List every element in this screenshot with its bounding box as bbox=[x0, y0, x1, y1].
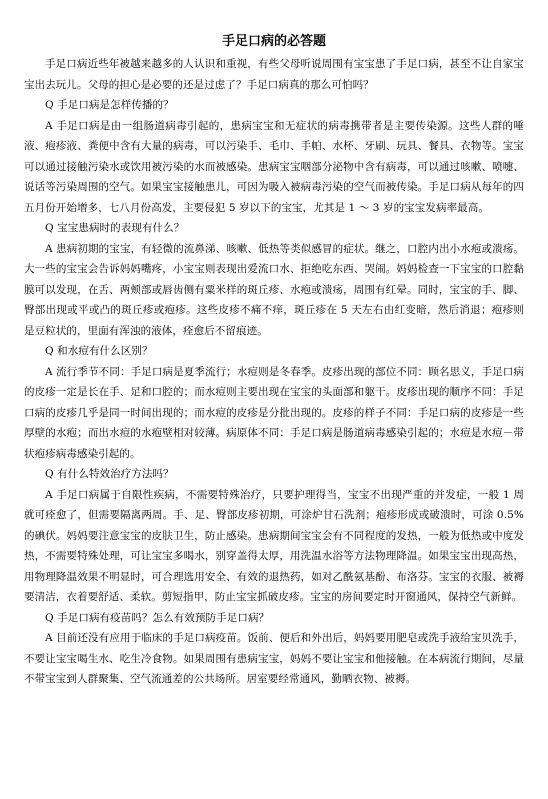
question-vaccine-prevention: Q 手足口病有疫苗吗？怎么有效预防手足口病？ bbox=[45, 611, 270, 624]
question-symptoms: Q 宝宝患病时的表现有什么？ bbox=[45, 222, 185, 234]
answer-chickenpox-difference: A 流行季节不同：手足口病是夏季流行；水痘则是冬春季。皮疹出现的部位不同：顾名思义，手足口病的皮疹一定是长在手、足和口腔的；而水痘则主要出现在宝宝的头面部和躯干。皮疹出现的顺序不同：手足口病的皮疹几乎是同一时间出现的；而水痘的皮疹是分批出现的。皮疹的样子不同：手足口病的皮疹是一些厚壁的水疱；而出水痘的水疱壁相对较薄。病原体不同：手足口病是肠道病毒感染引起的；水痘是水痘－带状疱疹病毒感染引起的。 bbox=[24, 365, 524, 460]
answer-symptoms: A 患病初期的宝宝，有轻微的流鼻涕、咳嗽、低热等类似感冒的症状。继之，口腔内出小水疱或溃疡。大一些的宝宝会告诉妈妈嘴疼，小宝宝则表现出爱流口水、拒绝吃东西、哭闹。妈妈检查一下宝宝的口腔黏膜可以发现，在舌、两颊部或唇齿侧有粟米样的斑丘疹、水疱或溃疡，周围有红晕。同时，宝宝的手、脚、臀部出现或平或凸的斑丘疹或疱疹。这些皮疹不痛不痒，斑丘疹在 5 天左右由红变暗，然后消退；疱疹则是豆粒状的，里面有浑浊的液体，痊愈后不留痕迹。 bbox=[24, 242, 524, 337]
answer-treatment: A 手足口病属于自限性疾病，不需要特殊治疗，只要护理得当，宝宝不出现严重的并发症，一般 1 周就可痊愈了，但需要隔离两周。手、足、臀部皮疹初期，可涂炉甘石洗剂；疱疹形成或破溃时，可涂 0.5% 的碘伏。妈妈要注意宝宝的皮肤卫生，防止感染。患病期间宝宝会有不同程度的发热，一般为低热或中度发热，不需要特殊处理，可让宝宝多喝水，别穿盖得太厚，用洗温水浴等方法物理降温。如果宝宝出现高热，用物理降温效果不明显时，可合理选用安全、有效的退热药，如对乙酰氨基酚、布洛芬。宝宝的衣服、被褥要清洁，衣着要舒适、柔软。剪短指甲，防止宝宝抓破皮疹。宝宝的房间要定时开窗通风，保持空气新鲜。 bbox=[24, 488, 524, 603]
question-chickenpox-difference: Q 和水痘有什么区别？ bbox=[45, 345, 153, 357]
question-treatment: Q 有什么特效治疗方法吗？ bbox=[45, 468, 174, 480]
intro-paragraph: 手足口病近些年被越来越多的人认识和重视，有些父母听说周围有宝宝患了手足口病，甚至不让自家宝宝出去玩儿。父母的担心是必要的还是过虑了？手足口病真的那么可怕吗？ bbox=[24, 58, 524, 91]
document-title: 手足口病的必答题 bbox=[221, 34, 326, 49]
answer-vaccine-prevention: A 目前还没有应用于临床的手足口病疫苗。饭前、便后和外出后，妈妈要用肥皂或洗手液给宝贝洗手，不要让宝宝喝生水、吃生冷食物。如果周围有患病宝宝，妈妈不要让宝宝和他接触。在本病流行期间，尽量不带宝宝到人群聚集、空气流通差的公共场所。居室要经常通风，勤晒衣物、被褥。 bbox=[24, 632, 524, 685]
question-transmission: Q 手足口病是怎样传播的？ bbox=[45, 99, 174, 111]
answer-transmission: A 手足口病是由一组肠道病毒引起的，患病宝宝和无症状的病毒携带者是主要传染源。这些人群的唾液、疱疹液、粪便中含有大量的病毒，可以污染手、毛巾、手帕、水杯、牙刷、玩具、餐具、衣物等。宝宝可以通过接触污染水或饮用被污染的水而被感染。患病宝宝咽部分泌物中含有病毒，可以通过咳嗽、喷嚏、说话等污染周围的空气。如果宝宝接触患儿，可因为吸入被病毒污染的空气而被传染。手足口病从每年的四五月份开始增多，七八月份高发，主要侵犯 5 岁以下的宝宝，尤其是 1 ～ 3 岁的宝宝发病率最高。 bbox=[24, 119, 524, 214]
